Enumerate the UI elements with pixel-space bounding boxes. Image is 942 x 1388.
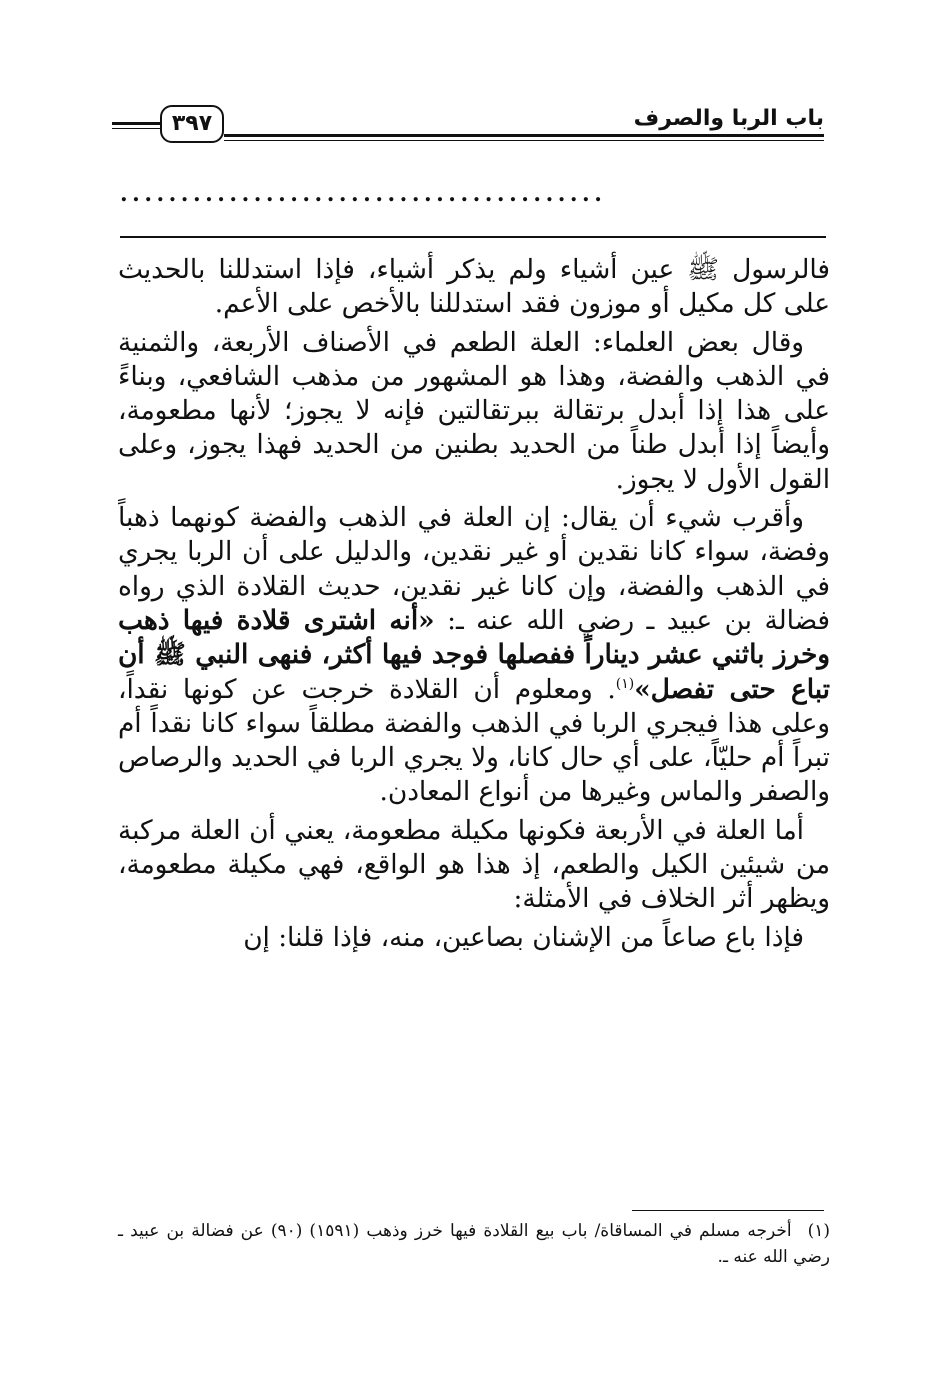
content-top-rule	[120, 236, 826, 238]
paragraph-3-end: . ومعلوم أن القلادة خرجت عن كونها نقداً، وعلى هذا فيجري الربا في الذهب والفضة مطلقاً سواء كانا نقداً أم تبراً أم حليّاً، على أي حال كانا، ولا يجري الربا في الحديد والرصاص والصفر والماس وغيرها من أنواع المعادن.	[118, 674, 830, 808]
page-header	[112, 100, 824, 160]
paragraph-5: فإذا باع صاعاً من الإشنان بصاعين، منه، فإذا قلنا: إن	[243, 922, 804, 953]
paragraph-1: فالرسول ﷺ عين أشياء ولم يذكر أشياء، فإذا استدللنا بالحديث على كل مكيل أو موزون فقد استدللنا بالأخص على الأعم.	[118, 255, 830, 320]
footnote-ref: (١)	[615, 675, 635, 692]
chapter-title: باب الربا والصرف	[633, 106, 824, 131]
page-number: ٣٩٧	[160, 105, 224, 143]
footnote-number: (١)	[807, 1221, 831, 1241]
paragraph-3-start: وأقرب شيء أن يقال: إن العلة في الذهب والفضة كونهما ذهباً وفضة، سواء كانا نقدين أو غير نقدين، والدليل على أن الربا يجري في الذهب والفضة، وإن كانا غير نقدين، حديث القلادة الذي رواه فضالة بن عبيد ـ رضي الله عنه ـ:	[118, 503, 830, 636]
footnote	[118, 1218, 830, 1270]
paragraph-3	[118, 501, 830, 810]
footnote-text: أخرجه مسلم في المساقاة/ باب بيع القلادة فيها خرز وذهب (١٥٩١) (٩٠) عن فضالة بن عبيد ـ رضي الله عنه ـ.	[118, 1221, 830, 1267]
dotted-separator: ........................................	[120, 182, 607, 206]
header-rule-left	[112, 122, 160, 125]
hadith-quote: «أنه اشترى قلادة فيها ذهب وخرز باثني عشر ديناراً ففصلها فوجد فيها أكثر، فنهى النبي ﷺ أن تباع حتى تفصل»	[118, 604, 830, 705]
header-rule-left-thin	[112, 128, 160, 129]
paragraph-2: وقال بعض العلماء: العلة الطعم في الأصناف الأربعة، والثمنية في الذهب والفضة، وهذا هو المشهور من مذهب الشافعي، وبناءً على هذا إذا أبدل برتقالة ببرتقالتين فإنه لا يجوز؛ لأنها مطعومة، وأيضاً إذا أبدل طناً من الحديد بطنين من الحديد فهذا يجوز، وعلى القول الأول لا يجوز.	[118, 327, 830, 495]
footnote-rule	[632, 1210, 824, 1211]
paragraph-4: أما العلة في الأربعة فكونها مكيلة مطعومة، يعني أن العلة مركبة من شيئين الكيل والطعم، إذ هذا هو الواقع، فهي مكيلة مطعومة، ويظهر أثر الخلاف في الأمثلة:	[118, 815, 830, 915]
header-rule-right-thin	[224, 140, 824, 141]
header-rule-right	[224, 134, 824, 137]
main-text	[118, 253, 830, 955]
